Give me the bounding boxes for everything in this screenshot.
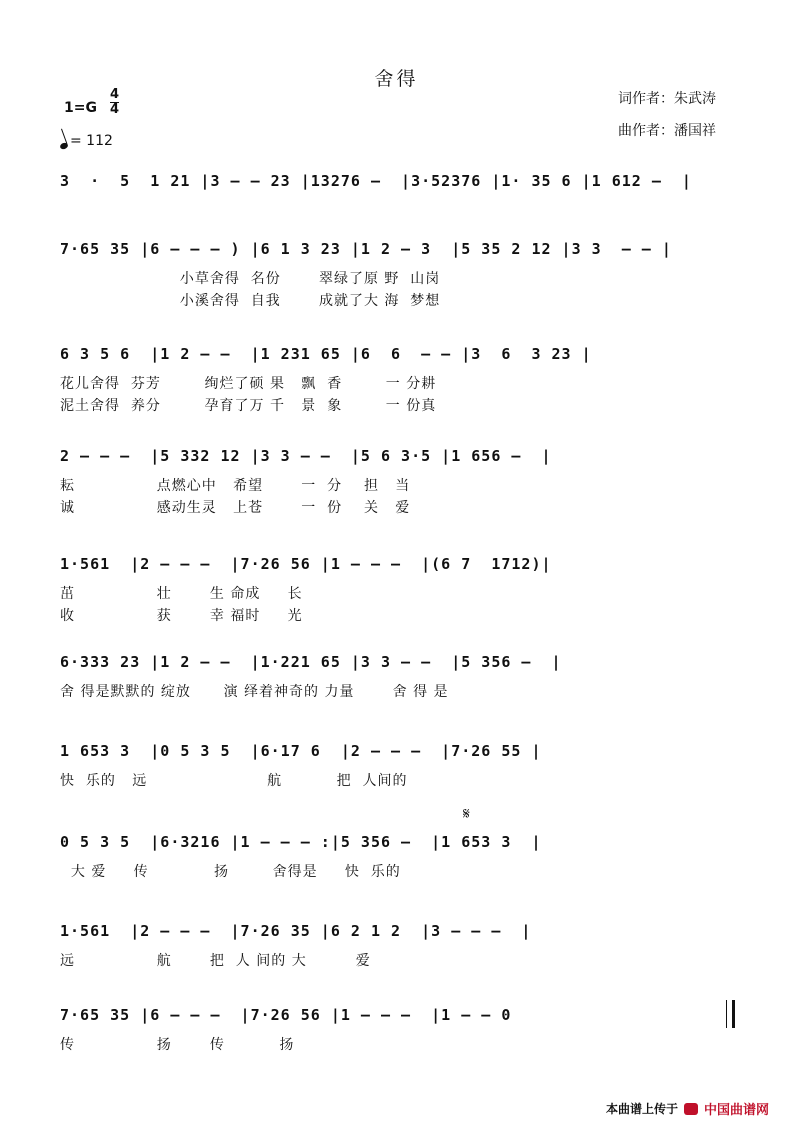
lyric-line: 收 获 幸 福时 光 <box>60 608 303 624</box>
segno-sign: 𝄋 <box>463 804 470 823</box>
page-title: 舍得 <box>374 68 419 90</box>
notation-row: 3 · 5 1 21 |3 – – 23 |13276 – |3·52376 |1· 35 6 |1 612 – | <box>60 172 692 190</box>
quarter-note-icon <box>59 142 69 150</box>
lyric-line: 舍 得是默默的 绽放 演 绎着神奇的 力量 舍 得 是 <box>60 684 449 700</box>
time-signature-bottom: 4 <box>110 102 120 117</box>
lyric-line: 耘 点燃心中 希望 一 分 担 当 <box>60 478 411 494</box>
lyric-line: 茁 壮 生 命成 长 <box>60 586 303 602</box>
lyricist-credit: 词作者：朱武涛 <box>618 91 716 107</box>
final-barline <box>726 1000 735 1028</box>
notation-row: 0 5 3 5 |6·3216 |1 – – – :|5 356 – |1 653 3 | <box>60 833 542 851</box>
notation-row: 6·333 23 |1 2 – – |1·221 65 |3 3 – – |5 356 – | <box>60 653 562 671</box>
notation-row: 7·65 35 |6 – – – |7·26 56 |1 – – – |1 – – 0 <box>60 1006 532 1024</box>
notation-row: 1·561 |2 – – – |7·26 35 |6 2 1 2 |3 – – – | <box>60 922 532 940</box>
notation-row: 7·65 35 |6 – – – ) |6 1 3 23 |1 2 – 3 |5 35 2 12 |3 3 – – | <box>60 240 672 258</box>
key-signature: 1=G <box>64 100 97 116</box>
lyric-line: 大 爱 传 扬 舍得是 快 乐的 <box>60 864 401 880</box>
notation-row: 1·561 |2 – – – |7·26 56 |1 – – – |(6 7 1712)| <box>60 555 552 573</box>
lyric-line: 小溪舍得 自我 成就了大 海 梦想 <box>60 293 441 309</box>
footer-brand[interactable]: 中国曲谱网 <box>703 1103 769 1118</box>
lyric-line: 快 乐的 远 航 把 人间的 <box>60 773 408 789</box>
lyric-line: 花儿舍得 芬芳 绚烂了硕 果 飘 香 一 分耕 <box>60 376 437 392</box>
lyric-line: 诚 感动生灵 上苍 一 份 关 爱 <box>60 500 411 516</box>
notation-row: 1 653 3 |0 5 3 5 |6·17 6 |2 – – – |7·26 55 | <box>60 742 542 760</box>
site-logo-icon <box>684 1103 698 1115</box>
notation-row: 2 – – – |5 332 12 |3 3 – – |5 6 3·5 |1 656 – | <box>60 447 552 465</box>
lyric-line: 远 航 把 人 间的 大 爱 <box>60 953 371 969</box>
lyric-line: 泥土舍得 养分 孕育了万 千 景 象 一 份真 <box>60 398 437 414</box>
time-signature-top: 4 <box>110 87 120 102</box>
lyric-line: 小草舍得 名份 翠绿了原 野 山岗 <box>60 271 441 287</box>
lyric-line: 传 扬 传 扬 <box>60 1037 295 1053</box>
time-signature <box>110 88 119 117</box>
tempo-value: = 112 <box>70 133 113 149</box>
notation-row: 6 3 5 6 |1 2 – – |1 231 65 |6 6 – – |3 6 3 23 | <box>60 345 592 363</box>
tempo-marking <box>60 133 113 149</box>
composer-credit: 曲作者：潘国祥 <box>618 123 716 139</box>
footer-prefix: 本曲谱上传于 <box>605 1102 678 1116</box>
footer-credit <box>606 1099 769 1118</box>
